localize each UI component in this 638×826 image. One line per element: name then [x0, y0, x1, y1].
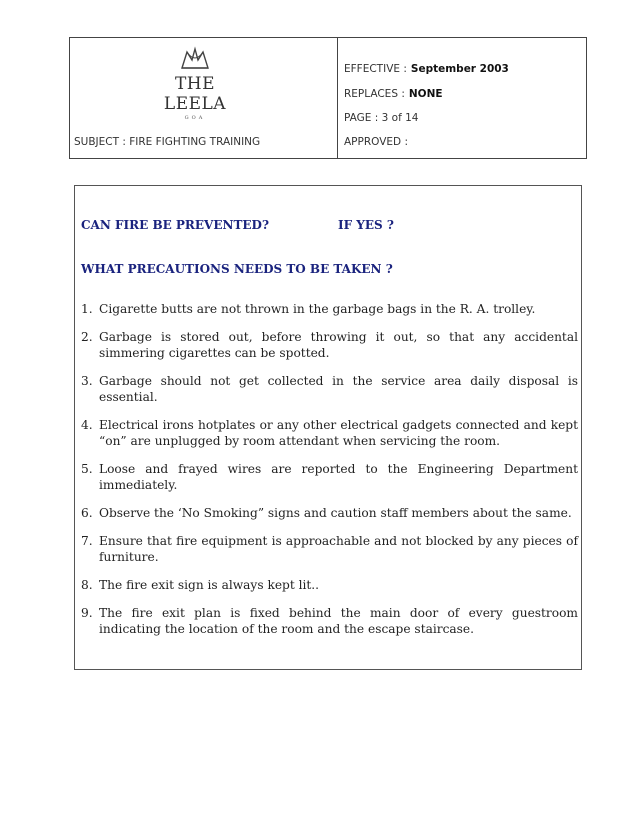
effective-label: EFFECTIVE :	[344, 63, 407, 75]
list-item-number: 8.	[81, 578, 93, 592]
leela-logo	[150, 46, 240, 121]
list-item	[81, 417, 578, 449]
list-item-number: 9.	[81, 606, 93, 620]
list-item	[81, 533, 578, 565]
list-item	[81, 329, 578, 361]
leela-emblem-icon	[178, 46, 212, 72]
list-item-number: 1.	[81, 302, 93, 316]
list-item-text: Garbage should not get collected in the service area daily disposal is essential.	[99, 374, 578, 404]
list-item-text: Electrical irons hotplates or any other electrical gadgets connected and kept “on” are unplugged by room attendant when servicing the room.	[99, 418, 578, 448]
list-item	[81, 301, 578, 317]
list-item-text: Ensure that fire equipment is approachable and not blocked by any pieces of furniture.	[99, 534, 578, 564]
logo-location-text: GOA	[184, 115, 206, 121]
content-box	[74, 185, 582, 670]
list-item	[81, 461, 578, 493]
list-item-number: 2.	[81, 330, 93, 344]
approved-line: APPROVED :	[344, 136, 408, 148]
list-item-text: Loose and frayed wires are reported to the Engineering Department immediately.	[99, 462, 578, 492]
list-item	[81, 605, 578, 637]
list-item-text: The fire exit plan is fixed behind the main door of every guestroom indicating the location of the room and the escape staircase.	[99, 606, 578, 636]
list-item	[81, 373, 578, 405]
subject-line: SUBJECT : FIRE FIGHTING TRAINING	[74, 136, 261, 148]
effective-value: September 2003	[410, 63, 509, 75]
list-item	[81, 505, 578, 521]
replaces-value: NONE	[408, 88, 443, 100]
list-item-number: 3.	[81, 374, 93, 388]
question-precautions: WHAT PRECAUTIONS NEEDS TO BE TAKEN ?	[81, 262, 393, 276]
page-number: PAGE : 3 of 14	[344, 112, 419, 124]
list-item-number: 6.	[81, 506, 93, 520]
list-item-number: 5.	[81, 462, 93, 476]
list-item-text: Observe the ‘No Smoking” signs and caution staff members about the same.	[99, 506, 572, 520]
list-item-text: Garbage is stored out, before throwing it out, so that any accidental simmering cigarettes can be spotted.	[99, 330, 578, 360]
list-item	[81, 577, 578, 593]
list-item-text: Cigarette butts are not thrown in the garbage bags in the R. A. trolley.	[99, 302, 536, 316]
question-if-yes: IF YES ?	[338, 218, 394, 232]
list-item-number: 4.	[81, 418, 93, 432]
header-right-cell	[338, 38, 586, 158]
header-left-cell	[70, 38, 338, 158]
list-item-number: 7.	[81, 534, 93, 548]
replaces-label: REPLACES :	[344, 88, 405, 100]
precautions-list	[81, 301, 578, 649]
question-can-fire-be-prevented: CAN FIRE BE PREVENTED?	[81, 218, 269, 232]
document-header	[69, 37, 587, 159]
logo-brand-text: THE LEELA	[163, 74, 227, 114]
effective-line	[344, 63, 509, 75]
replaces-line	[344, 88, 443, 100]
list-item-text: The fire exit sign is always kept lit..	[99, 578, 320, 592]
